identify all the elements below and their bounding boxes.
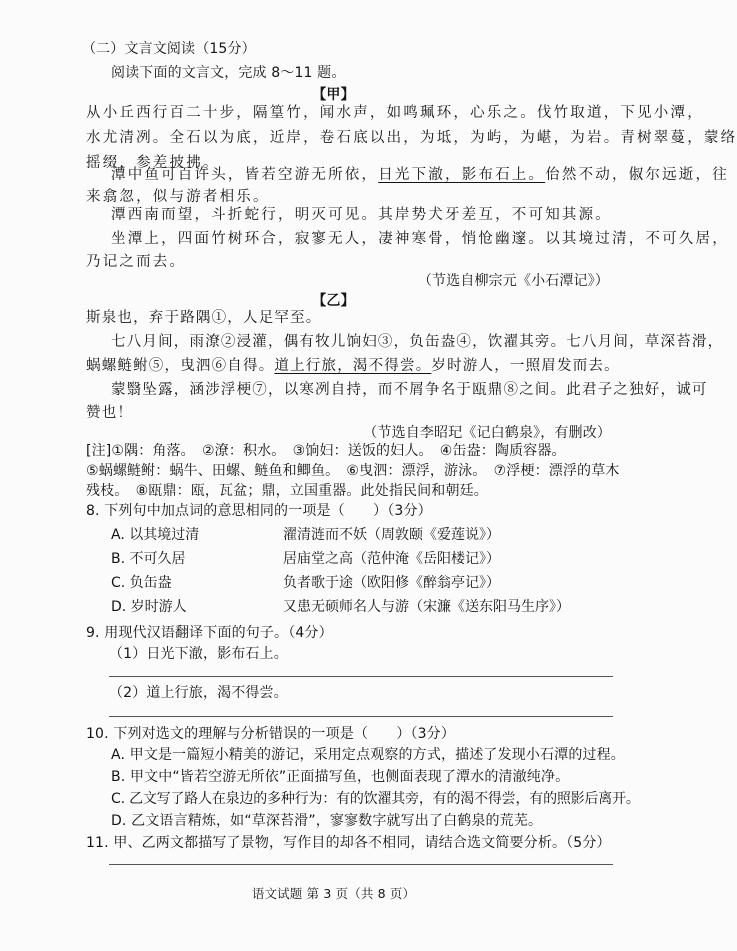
question-8-option-c-pair: 负者歌于途（欧阳修《醉翁亭记》） [283,575,500,591]
passage-yi-line: 斯泉也，弃于路隅①，人足罕至。 [86,310,322,326]
passage-yi-line: 蒙翳坠露，涵涉浮梗⑦，以寒冽自持，而不屑争名于瓯鼎⑧之间。此君子之独好，诚可 [111,382,708,398]
passage-yi-source: （节选自李昭玘《记白鹤泉》，有删改） [363,425,611,441]
passage-yi-text: 岁时游人，一照眉发而去。 [431,358,620,374]
passage-jia-source: （节选自柳宗元《小石潭记》） [417,273,609,289]
passage-jia-line: 坐潭上，四面竹树环合，寂寥无人，凄神寒骨，悄怆幽邃。以其境过清，不可久居， [111,231,729,247]
answer-line [109,864,613,865]
passage-jia-line: 水尤清冽。全石以为底，近岸，卷石底以出，为坻，为屿，为嵁，为岩。青树翠蔓，蒙络 [86,130,737,146]
passage-yi-line: 赞也！ [86,405,134,421]
section-title: （二）文言文阅读（15分） [82,41,256,57]
passage-jia-line [111,166,729,184]
passage-jia-line: 潭西南而望，斗折蛇行，明灭可见。其岸势犬牙差互，不可知其源。 [111,207,612,223]
annotation-line: ⑤蜗螺鲢鲋：蜗牛、田螺、鲢鱼和鲫鱼。 ⑥曳泗：漂浮，游泳。 ⑦浮梗：漂浮的草木 [86,463,620,479]
question-10-option-a: A. 甲文是一篇短小精美的游记，采用定点观察的方式，描述了发现小石潭的过程。 [111,747,625,763]
question-9-item-1: （1）日光下澈，影布石上。 [109,646,288,662]
question-10-option-c: C. 乙文写了路人在泉边的多种行为：有的饮濯其旁，有的渴不得尝，有的照影后离开。 [111,791,640,807]
passage-yi-text: 蜗螺鲢鲋⑤，曳泗⑥自得。 [86,358,275,374]
annotation-line: 残枝。 ⑧瓯鼎：瓯，瓦盆；鼎，立国重器。此处指民间和朝廷。 [86,483,488,499]
question-8-option-a: A. 以其境过清 [111,527,200,543]
question-10-option-b: B. 甲文中“皆若空游无所依”正面描写鱼，也侧面表现了潭水的清澈纯净。 [111,769,570,785]
passage-yi-line: 七八月间，雨潦②浸灌，偶有牧儿饷妇③，负缶盎④，饮濯其旁。七八月间，草深苔滑， [111,334,724,350]
page-footer: 语文试题 第 3 页（共 8 页） [251,886,416,901]
underlined-sentence: 日光下澈，影布石上。 [378,167,546,183]
question-10-stem: 10. 下列对选文的理解与分析错误的一项是（ ）（3分） [86,726,455,742]
passage-jia-text: 佁然不动，俶尔远逝，往 [545,167,729,183]
question-8-option-b: B. 不可久居 [111,551,186,567]
question-8-option-b-pair: 居庙堂之高（范仲淹《岳阳楼记》） [283,551,500,567]
question-8-option-d: D. 岁时游人 [111,599,187,615]
question-8-option-a-pair: 濯清涟而不妖（周敦颐《爱莲说》） [283,527,500,543]
passage-jia-line: 来翕忽，似与游者相乐。 [86,189,270,205]
underlined-sentence: 道上行旅，渴不得尝。 [274,358,432,374]
question-10-option-d: D. 乙文语言精炼，如“草深苔滑”，寥寥数字就写出了白鹤泉的荒芜。 [111,813,543,829]
question-8-option-c: C. 负缶盎 [111,575,172,591]
question-8-stem: 8. 下列句中加点词的意思相同的一项是（ ）（3分） [86,503,432,519]
annotation-line: [注]①隅：角落。 ②潦：积水。 ③饷妇：送饭的妇人。 ④缶盎：陶质容器。 [86,443,566,459]
passage-jia-line: 从小丘西行百二十步，隔篁竹，闻水声，如鸣珮环，心乐之。伐竹取道，下见小潭， [86,105,704,121]
passage-yi-heading: 【乙】 [312,293,355,309]
question-9-stem: 9. 用现代汉语翻译下面的句子。（4分） [86,625,333,641]
section-instruction: 阅读下面的文言文，完成 8～11 题。 [111,65,346,81]
passage-jia-text: 潭中鱼可百许头，皆若空游无所依， [111,167,379,183]
passage-yi-line [86,357,620,375]
question-8-option-d-pair: 又患无硕师名人与游（宋濂《送东阳马生序》） [283,599,570,615]
passage-jia-line: 乃记之而去。 [86,254,187,270]
answer-line [109,716,613,717]
question-11-stem: 11. 甲、乙两文都描写了景物，写作目的却各不相同，请结合选文简要分析。（5分） [86,835,611,851]
answer-line [109,676,613,677]
passage-jia-heading: 【甲】 [312,87,355,103]
question-9-item-2: （2）道上行旅，渴不得尝。 [109,685,288,701]
passage-jia-line: 摇缀，参差披拂。 [86,155,220,171]
